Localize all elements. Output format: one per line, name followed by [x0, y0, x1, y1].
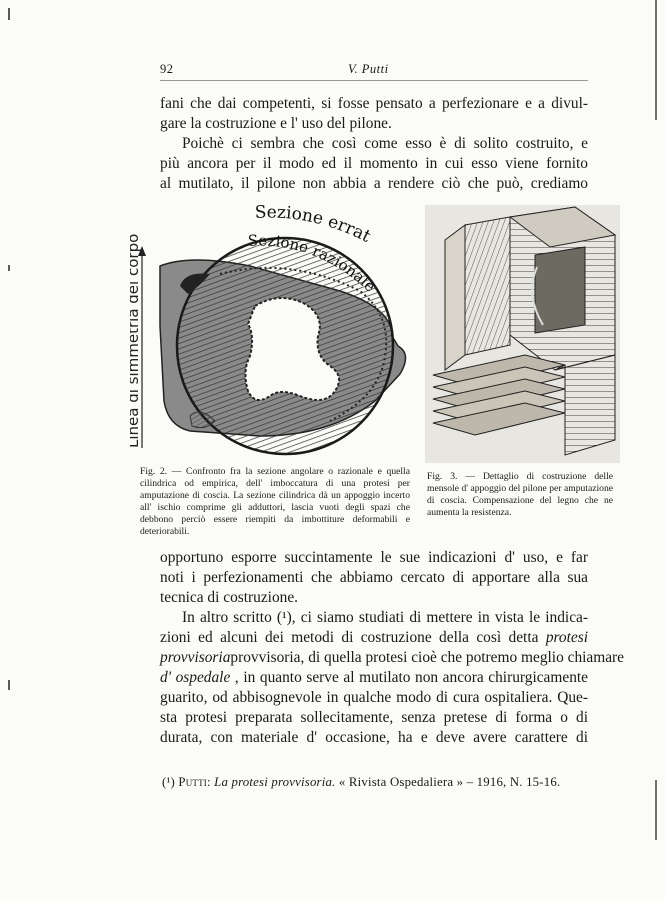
text-line: sta protesi preparata sollecitamente, senza pretese di forma o di — [160, 709, 588, 726]
text-line: noti i perfezionamenti che abbiamo cercato di apportare alla sua — [160, 569, 588, 586]
figure-2-caption-label: Fig. 2. — [140, 466, 168, 477]
paragraph — [160, 548, 588, 608]
body-text-top — [160, 94, 588, 194]
running-head-author: V. Putti — [348, 62, 389, 76]
paragraph — [160, 94, 588, 134]
page-number: 92 — [160, 62, 174, 76]
figure-2-caption-text: — Confronto fra la sezione angolare o razionale e quella cilindrica od empirica, dell' imboccatura di una protesi per amputazione di coscia. La sezione cilindrica dà un appoggio incerto all' ischio comprime gli adduttori, lascia vuoti degli spazi che debbono perciò essere riempiti da imbottiture deformabili e deteriorabili. — [140, 466, 410, 537]
italic-term-protesi: protesi — [545, 629, 588, 646]
text-line — [160, 628, 588, 648]
text-line: durata, con materiale d' occasione, ha e deve avere carattere di — [160, 729, 588, 746]
footnote-marker: (¹) — [162, 775, 175, 789]
text-line — [160, 648, 625, 668]
scan-margin-mark — [8, 8, 10, 20]
text-line: al mutilato, il pilone non abbia a rendere ciò che può, crediamo — [160, 175, 588, 192]
italic-term-provvisoria: provvisoria — [160, 649, 231, 666]
footnote-author: Putti: — [178, 775, 211, 789]
text-line: Poichè ci sembra che così come esso è di solito costruito, e — [182, 135, 588, 152]
scan-margin-mark — [8, 265, 10, 271]
text-line — [160, 668, 588, 688]
figure-2-illustration — [130, 196, 420, 471]
text-line: opportuno esporre succintamente le sue indicazioni d' uso, e far — [160, 549, 588, 566]
text-fragment: zioni ed alcuni dei metodi di costruzione della così detta — [160, 629, 546, 646]
text-line: più ancora per il modo ed il momento in cui esso viene fornito — [160, 155, 588, 172]
text-line: tecnica di costruzione. — [160, 589, 299, 606]
figure-2 — [130, 196, 420, 471]
figure-3-illustration — [425, 205, 620, 463]
text-line: gare la costruzione e l' uso del pilone. — [160, 115, 392, 132]
footnote-title: La protesi provvisoria. — [214, 775, 336, 789]
figure-3-caption-text: — Dettaglio di costruzione delle mensole d' appoggio del pilone per amputazione di coscia. Compensazione del legno che ne aumenta la resistenza. — [427, 471, 613, 518]
footnote-rest: « Rivista Ospedaliera » – 1916, N. 15-16. — [338, 775, 561, 789]
wood-block-side — [445, 225, 465, 370]
scan-margin-mark — [8, 680, 10, 690]
figure-3-caption-label: Fig. 3. — [427, 471, 458, 482]
scan-right-edge — [655, 780, 657, 840]
label-sezione-errata: Sezione errat — [254, 202, 374, 247]
footnote — [162, 775, 592, 790]
paragraph — [160, 608, 625, 748]
italic-term-ospedale: d' ospedale — [160, 669, 231, 686]
paragraph — [160, 134, 588, 194]
wood-cavity — [535, 247, 585, 333]
running-head — [160, 62, 588, 81]
figure-2-caption — [140, 466, 410, 538]
wood-block-left — [465, 217, 510, 355]
text-fragment: provvisoria, di quella protesi cioè che potremo meglio chiamare — [230, 649, 625, 666]
figure-3-caption — [427, 471, 613, 519]
symmetry-axis-label: Linea di simmetria del corpo — [130, 233, 142, 448]
body-text-bottom — [160, 548, 625, 748]
text-fragment: , in quanto serve al mutilato non ancora chirurgicamente — [230, 669, 588, 686]
scan-right-edge — [655, 0, 657, 120]
label-sezione-razionale: Sezione razionale — [247, 231, 380, 296]
text-line: fani che dai competenti, si fosse pensato a perfezionare e a divul- — [160, 95, 588, 112]
text-line: guarito, od abbisognevole in qualche modo di cura ospitaliera. Que- — [160, 689, 588, 706]
text-line: In altro scritto (¹), ci siamo studiati di mettere in vista le indica- — [182, 609, 588, 626]
figure-3 — [425, 205, 620, 463]
